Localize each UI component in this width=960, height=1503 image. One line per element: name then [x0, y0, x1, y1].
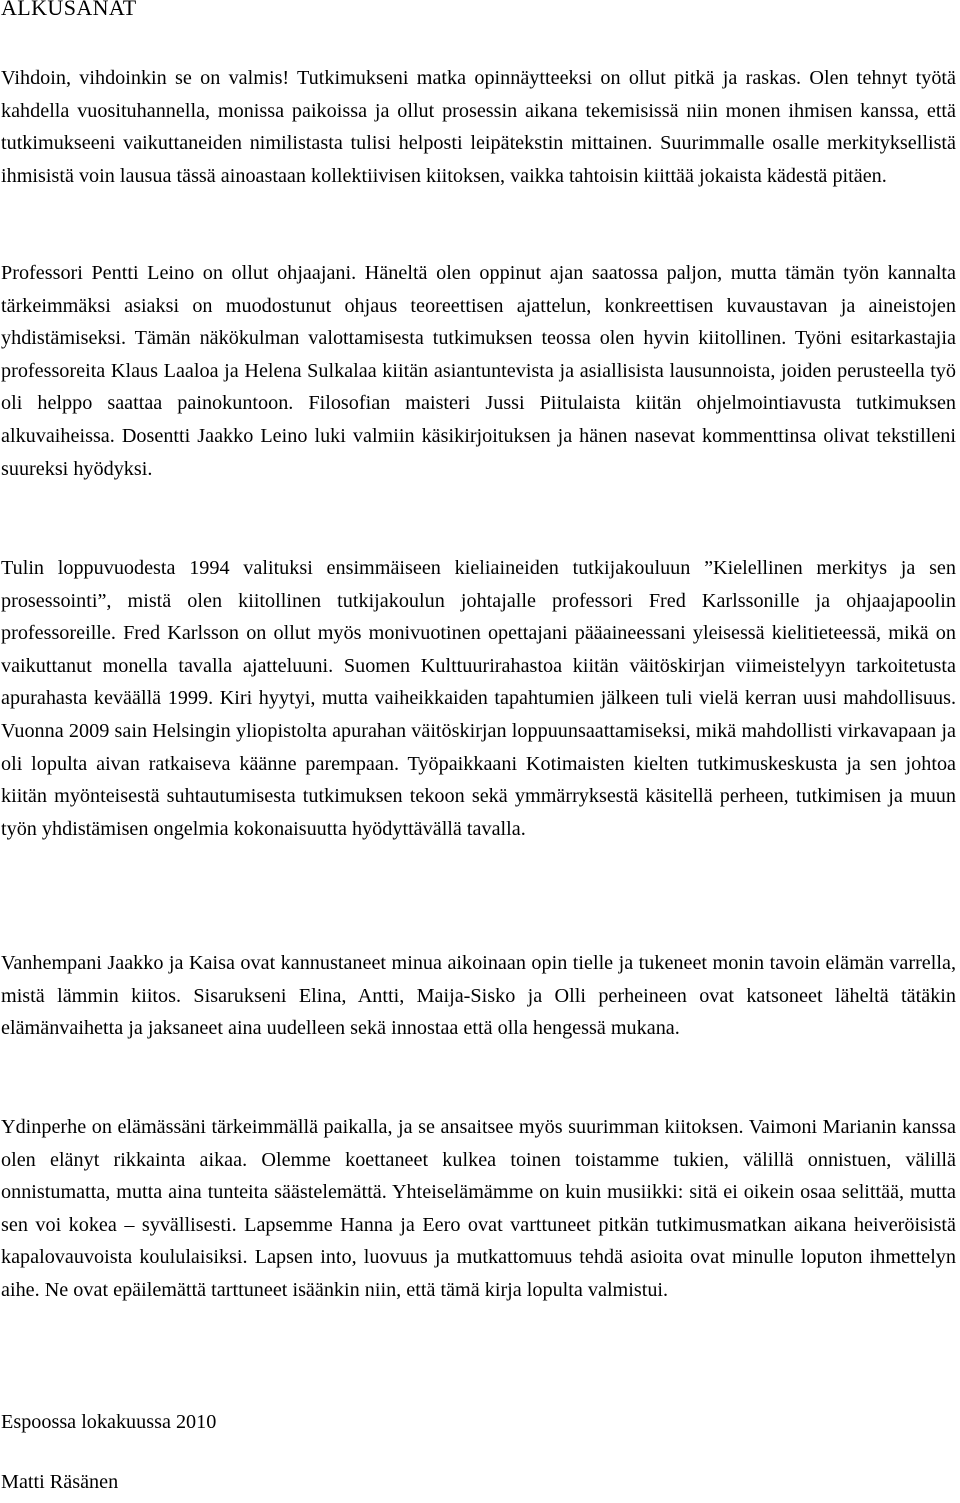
- paragraph-parents-siblings: Vanhempani Jaakko ja Kaisa ovat kannustaneet minua aikoinaan opin tielle ja tukeneet monin tavoin elämän varrella, mistä lämmin kiitos. Sisarukseni Elina, Antti, Maija-Sisko ja Olli perheineen ovat katsoneet läheltä tätäkin elämänvaihetta ja jaksaneet aina uudelleen sekä innostaa että olla hengessä mukana.: [1, 952, 956, 1040]
- paragraph-completion: Vihdoin, vihdoinkin se on valmis! Tutkimukseni matka opinnäytteeksi on ollut pitkä ja raskas. Olen tehnyt työtä kahdella vuosituhannella, monissa paikoissa ja ollut prosessin aikana tekemisissä niin monen ihmisen kanssa, että tutkimukseeni vaikuttaneiden nimilistasta tulisi helposti leipätekstin mittainen. Suurimmalle osalle merkityksellistä ihmisistä voin lausua tässä ainoastaan kollektiivisen kiitoksen, vaikka tahtoisin kiittää jokaista kädestä pitäen.: [1, 67, 956, 187]
- preface-heading: ALKUSANAT: [1, 0, 137, 20]
- paragraph-graduate-school: Tulin loppuvuodesta 1994 valituksi ensimmäiseen kieliaineiden tutkijakouluun ”Kielellinen merkitys ja sen prosessointi”, mistä olen kiitollinen tutkijakoulun johtajalle professori Fred Karlssonille ja ohjaajapoolin professoreille. Fred Karlsson on ollut myös monivuotinen opettajani pääaineessani yleisessä kielitieteessä, mikä on vaikuttanut monella tavalla ajatteluuni. Suomen Kulttuurirahastoa kiitän väitöskirjan viimeistelyyn tarkoitetusta apurahasta keväällä 1999. Kiri hyytyi, mutta vaiheikkaiden tapahtumien jälkeen tuli vielä kerran uusi mahdollisuus. Vuonna 2009 sain Helsingin yliopistolta apurahan väitöskirjan loppuunsaattamiseksi, mikä mahdollisti virkavapaan ja oli lopulta aivan ratkaiseva käänne parempaan. Työpaikkaani Kotimaisten kielten tutkimuskeskusta ja sen johtoa kiitän myönteisestä suhtautumisesta tutkimuksen tekoon sekä ymmärryksestä käsitellä perheen, tutkimisen ja muun työn yhdistämisen ongelmia kokonaisuutta hyödyttävällä tavalla.: [1, 557, 956, 840]
- paragraph-family: Ydinperhe on elämässäni tärkeimmällä paikalla, ja se ansaitsee myös suurimman kiitoksen. Vaimoni Marianin kanssa olen elänyt rikkainta aikaa. Olemme koettaneet kulkea toinen toistamme tukien, välillä onnistuen, välillä onnistumatta, mutta aina tunteita säästelemättä. Yhteiselämämme on kuin musiikki: sitä ei oikein osaa selittää, mutta sen voi kokea – syvällisesti. Lapsemme Hanna ja Eero ovat varttuneet pitkän tutkimusmatkan aikana heiveröisistä kapalovauvoista koululaisiksi. Lapsen into, luovuus ja mutkattomuus tehdä asioita ovat minulle loputon ihmettelyn aihe. Ne ovat epäilemättä tarttuneet isäänkin niin, että tämä kirja lopulta valmistui.: [1, 1116, 956, 1301]
- signature: Matti Räsänen: [1, 1471, 119, 1493]
- place-date: Espoossa lokakuussa 2010: [1, 1411, 217, 1433]
- paragraph-supervisors: Professori Pentti Leino on ollut ohjaajani. Häneltä olen oppinut ajan saatossa paljon, mutta tämän työn kannalta tärkeimmäksi asiaksi on muodostunut ohjaus teoreettisen ajattelun, konkreettisen kuvaustavan ja aineistojen yhdistämiseksi. Tämän näkökulman valottamisesta tutkimuksen teossa olen hyvin kiitollinen. Työni esitarkastajia professoreita Klaus Laaloa ja Helena Sulkalaa kiitän asiantuntevista ja asiallisista lausunnoista, joiden perusteella työ oli helppo saattaa painokuntoon. Filosofian maisteri Jussi Piitulaista kiitän ohjelmointiavusta tutkimuksen alkuvaiheissa. Dosentti Jaakko Leino luki valmiin käsikirjoituksen ja hänen nasevat kommenttinsa olivat tekstilleni suureksi hyödyksi.: [1, 262, 956, 480]
